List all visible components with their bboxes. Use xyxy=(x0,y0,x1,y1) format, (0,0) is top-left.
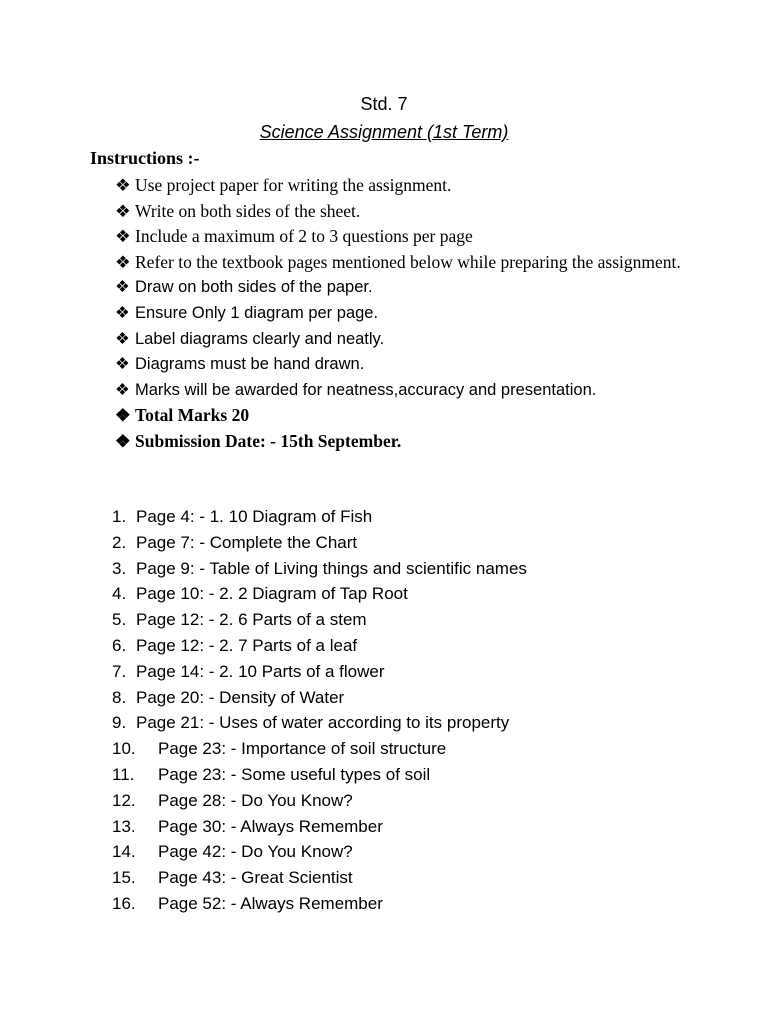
item-text: Page 12: - 2. 6 Parts of a stem xyxy=(136,610,367,630)
item-number: 8. xyxy=(112,687,127,707)
instruction-item xyxy=(0,327,768,353)
instruction-text: Use project paper for writing the assignment. xyxy=(135,175,452,195)
assignment-title: Science Assignment (1st Term) xyxy=(259,122,509,142)
list-item xyxy=(0,557,768,583)
instruction-text: Diagrams must be hand drawn. xyxy=(135,355,365,374)
item-number: 4. xyxy=(112,584,127,604)
item-text: Page 9: - Table of Living things and scientific names xyxy=(136,558,527,578)
instruction-text: Label diagrams clearly and neatly. xyxy=(135,329,385,348)
item-text: Page 52: - Always Remember xyxy=(158,893,383,913)
item-number: 7. xyxy=(112,661,127,681)
item-number: 14. xyxy=(112,842,136,862)
instruction-item xyxy=(0,301,768,327)
instruction-text: Refer to the textbook pages mentioned below while preparing the assignment. xyxy=(135,251,681,272)
item-text: Page 21: - Uses of water according to its property xyxy=(136,713,510,733)
item-text: Page 10: - 2. 2 Diagram of Tap Root xyxy=(136,584,408,604)
item-number: 1. xyxy=(112,507,127,526)
list-item xyxy=(0,892,768,918)
item-number: 2. xyxy=(112,532,127,552)
item-text: Page 4: - 1. 10 Diagram of Fish xyxy=(136,507,373,526)
list-item xyxy=(0,737,768,763)
list-item xyxy=(0,660,768,686)
instruction-item xyxy=(0,378,768,404)
instruction-item xyxy=(0,224,768,250)
instruction-text: Total Marks 20 xyxy=(135,405,250,426)
page-reference-list xyxy=(0,505,768,918)
instruction-text: Ensure Only 1 diagram per page. xyxy=(135,303,379,322)
item-number: 5. xyxy=(112,610,127,630)
diamond-bullet-icon: ❖ xyxy=(115,278,130,297)
diamond-bullet-icon: ❖ xyxy=(115,380,130,399)
item-number: 11. xyxy=(112,764,135,784)
instruction-text: Write on both sides of the sheet. xyxy=(135,200,361,221)
list-item xyxy=(0,815,768,841)
diamond-bullet-icon: ❖ xyxy=(115,329,130,348)
submission-date-item xyxy=(0,429,768,455)
instruction-item xyxy=(0,352,768,378)
item-number: 15. xyxy=(112,868,136,888)
instruction-item xyxy=(0,275,768,301)
item-text: Page 43: - Great Scientist xyxy=(158,868,353,888)
item-text: Page 30: - Always Remember xyxy=(158,816,383,836)
item-number: 10. xyxy=(112,739,136,759)
list-item xyxy=(0,505,768,531)
instruction-item xyxy=(0,199,768,225)
diamond-bullet-icon: ❖ xyxy=(115,405,131,426)
instructions-list xyxy=(0,173,768,455)
item-text: Page 20: - Density of Water xyxy=(136,687,345,707)
instruction-item xyxy=(0,173,768,199)
instruction-item xyxy=(0,250,768,276)
grade-heading: Std. 7 xyxy=(360,94,408,114)
diamond-bullet-icon: ❖ xyxy=(115,303,130,322)
diamond-bullet-icon: ❖ xyxy=(115,430,131,451)
list-item xyxy=(0,531,768,557)
list-item xyxy=(0,866,768,892)
instruction-text: Include a maximum of 2 to 3 questions per page xyxy=(135,226,473,247)
list-item xyxy=(0,840,768,866)
item-number: 12. xyxy=(112,790,136,810)
instruction-text: Draw on both sides of the paper. xyxy=(135,278,373,297)
diamond-bullet-icon: ❖ xyxy=(115,251,131,272)
total-marks-item xyxy=(0,403,768,429)
item-text: Page 7: - Complete the Chart xyxy=(136,532,358,552)
list-item xyxy=(0,789,768,815)
item-text: Page 14: - 2. 10 Parts of a flower xyxy=(136,661,385,681)
item-text: Page 42: - Do You Know? xyxy=(158,842,353,862)
item-number: 6. xyxy=(112,635,127,655)
list-item xyxy=(0,582,768,608)
item-text: Page 28: - Do You Know? xyxy=(158,790,353,810)
item-number: 9. xyxy=(112,713,127,733)
item-number: 16. xyxy=(112,893,136,913)
list-item xyxy=(0,763,768,789)
instruction-text: Submission Date: - 15th September. xyxy=(135,430,402,451)
diamond-bullet-icon: ❖ xyxy=(115,175,131,195)
list-item xyxy=(0,634,768,660)
item-number: 13. xyxy=(112,816,136,836)
diamond-bullet-icon: ❖ xyxy=(115,226,131,247)
item-text: Page 23: - Importance of soil structure xyxy=(158,739,447,759)
list-item xyxy=(0,608,768,634)
diamond-bullet-icon: ❖ xyxy=(115,200,131,221)
item-text: Page 23: - Some useful types of soil xyxy=(158,764,431,784)
list-item xyxy=(0,711,768,737)
item-text: Page 12: - 2. 7 Parts of a leaf xyxy=(136,635,358,655)
item-number: 3. xyxy=(112,558,127,578)
instruction-text: Marks will be awarded for neatness,accuracy and presentation. xyxy=(135,380,597,399)
instructions-heading: Instructions :- xyxy=(90,148,200,168)
list-item xyxy=(0,686,768,712)
diamond-bullet-icon: ❖ xyxy=(115,355,130,374)
